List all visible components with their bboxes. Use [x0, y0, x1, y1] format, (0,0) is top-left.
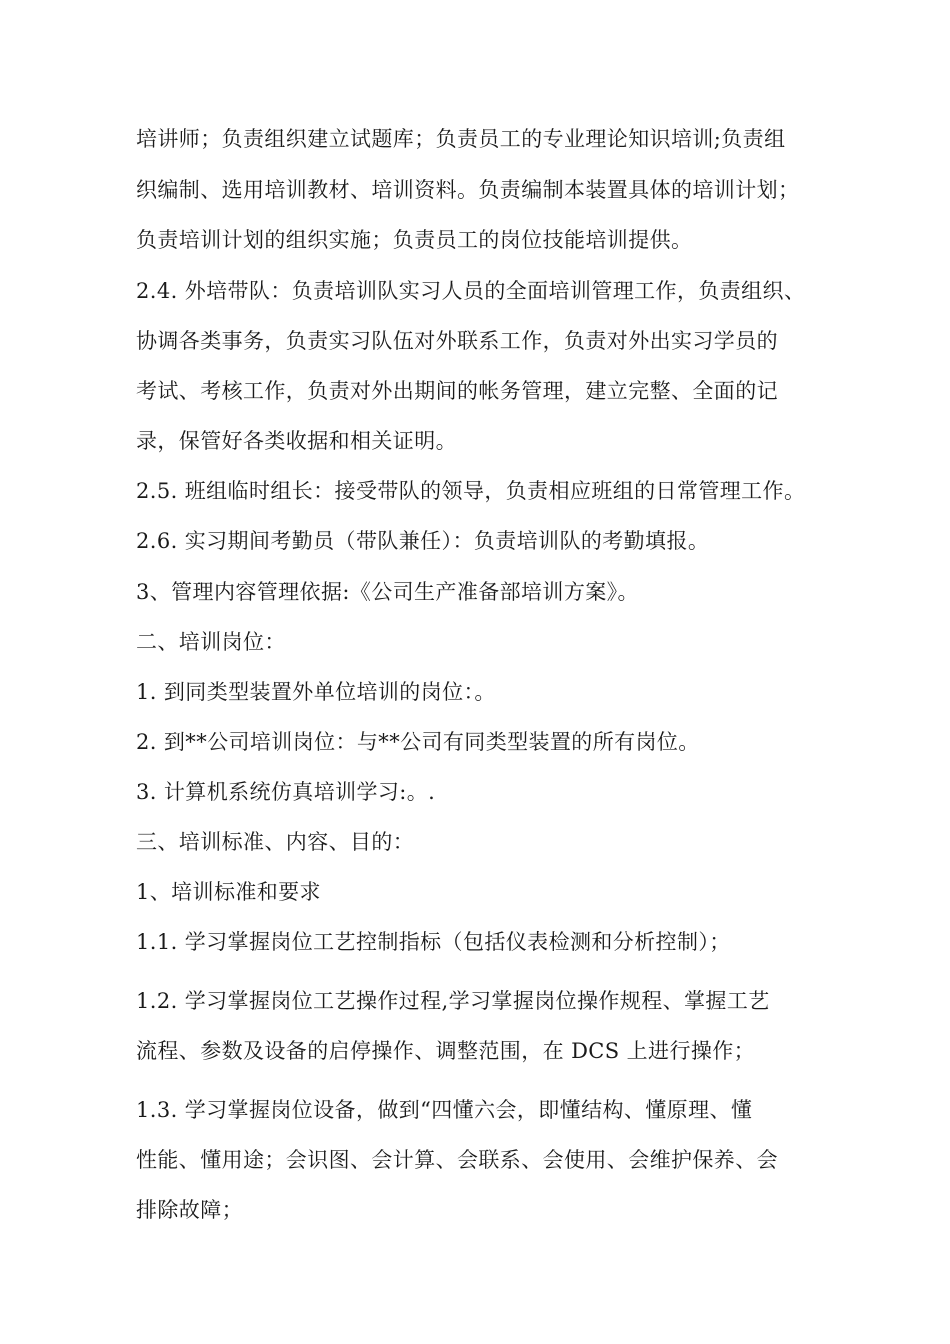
- text-line: 2.4. 外培带队：负责培训队实习人员的全面培训管理工作，负责组织、: [136, 279, 806, 303]
- text-line: 1. 到同类型装置外单位培训的岗位：。: [136, 680, 496, 704]
- text-line: 1.2. 学习掌握岗位工艺操作过程,学习掌握岗位操作规程、掌握工艺: [136, 989, 770, 1013]
- text-line: 2. 到**公司培训岗位：与**公司有同类型装置的所有岗位。: [136, 730, 700, 754]
- text-line: 培讲师；负责组织建立试题库；负责员工的专业理论知识培训;负责组: [136, 127, 786, 151]
- text-line: 协调各类事务，负责实习队伍对外联系工作，负责对外出实习学员的: [136, 329, 778, 353]
- text-line: 3、管理内容管理依据:《公司生产准备部培训方案》。: [136, 580, 639, 604]
- section-heading: 三、培训标准、内容、目的：: [136, 830, 415, 854]
- text-line: 性能、懂用途；会识图、会计算、会联系、会使用、会维护保养、会: [136, 1148, 778, 1172]
- text-line: 3. 计算机系统仿真培训学习:。.: [136, 780, 436, 804]
- text-line: 2.5. 班组临时组长：接受带队的领导，负责相应班组的日常管理工作。: [136, 479, 806, 503]
- text-line: 1.1. 学习掌握岗位工艺控制指标（包括仪表检测和分析控制）；: [136, 930, 731, 954]
- text-line: 1.3. 学习掌握岗位设备，做到“四懂六会，即懂结构、懂原理、懂: [136, 1098, 753, 1122]
- text-line: 负责培训计划的组织实施；负责员工的岗位技能培训提供。: [136, 228, 693, 252]
- text-line: 织编制、选用培训教材、培训资料。负责编制本装置具体的培训计划；: [136, 178, 800, 202]
- text-line: 流程、参数及设备的启停操作、调整范围，在 DCS 上进行操作；: [136, 1039, 756, 1063]
- text-line: 录，保管好各类收据和相关证明。: [136, 429, 457, 453]
- text-line: 排除故障；: [136, 1198, 243, 1222]
- text-line: 考试、考核工作，负责对外出期间的帐务管理，建立完整、全面的记: [136, 379, 778, 403]
- section-heading: 二、培训岗位：: [136, 630, 286, 654]
- subsection-heading: 1、培训标准和要求: [136, 880, 321, 904]
- text-line: 2.6. 实习期间考勤员（带队兼任）：负责培训队的考勤填报。: [136, 529, 710, 553]
